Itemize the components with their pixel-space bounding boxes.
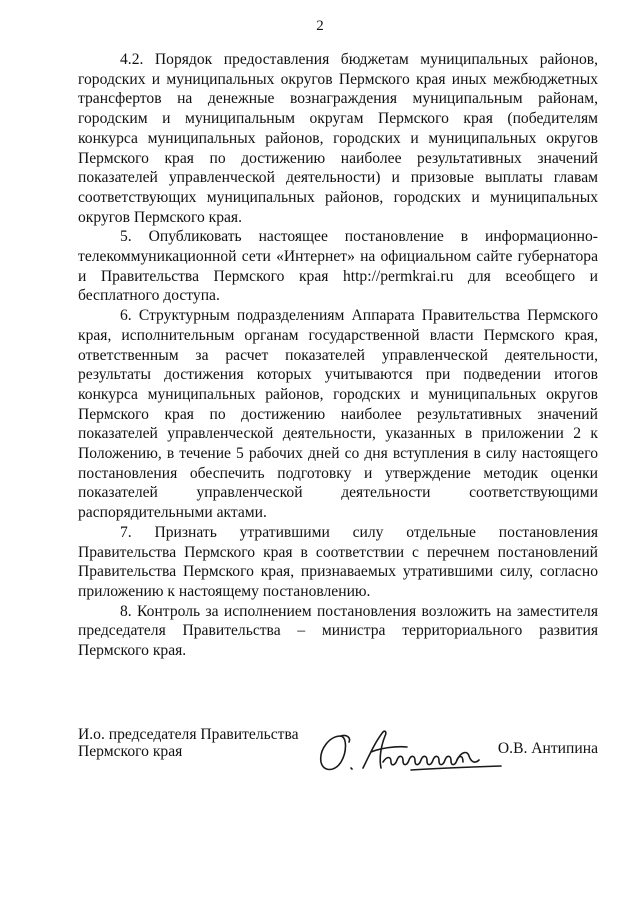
document-body [78,50,598,661]
paragraph-6-methodologies: 6. Структурным подразделениям Аппарата Правительства Пермского края, исполнительным органам государственной власти Пермского края, ответственным за расчет показателей управленческой деятельности, результаты достижения которых учитываются при подведении итогов конкурса муниципальных районов, городских и муниципальных округов Пермского края по достижению наиболее результативных значений показателей управленческой деятельности, указанных в приложении 2 к Положению, в течение 5 рабочих дней со дня вступления в силу настоящего постановления обеспечить подготовку и утверждение методик оценки показателей управленческой деятельности соответствующими распорядительными актами. [78,307,598,522]
page-number: 2 [316,18,324,34]
signer-name: О.В. Антипина [497,740,598,757]
signature-block [78,726,598,786]
paragraph-4-2: 4.2. Порядок предоставления бюджетам муниципальных районов, городских и муниципальных округов Пермского края иных межбюджетных трансфертов на денежные вознаграждения муниципальным районам, городским и муниципальным округам Пермского края (победителям конкурса муниципальных районов, городских и муниципальных округов Пермского края по достижению наиболее результативных значений показателей управленческой деятельности) и призовые выплаты главам соответствующих муниципальных районов, городских и муниципальных округов Пермского края. [78,51,598,226]
signer-title-line-1: И.о. председателя Правительства [78,726,299,743]
signer-title [78,726,299,760]
paragraph-7-repeal: 7. Признать утратившими силу отдельные постановления Правительства Пермского края в соответствии с перечнем постановлений Правительства Пермского края, признаваемых утратившими силу, согласно приложению к настоящему постановлению. [78,523,598,600]
signer-title-line-2: Пермского края [78,743,183,760]
paragraph-8-control: 8. Контроль за исполнением постановления возложить на заместителя председателя Правительства – министра территориального развития Пермского края. [78,602,598,660]
paragraph-5-publication: 5. Опубликовать настоящее постановление в информационно-телекоммуникационной сети «Интернет» на официальном сайте губернатора и Правительства Пермского края http://permkrai.ru для всеобщего и бесплатного доступа. [78,228,598,305]
handwritten-signature [311,722,506,778]
